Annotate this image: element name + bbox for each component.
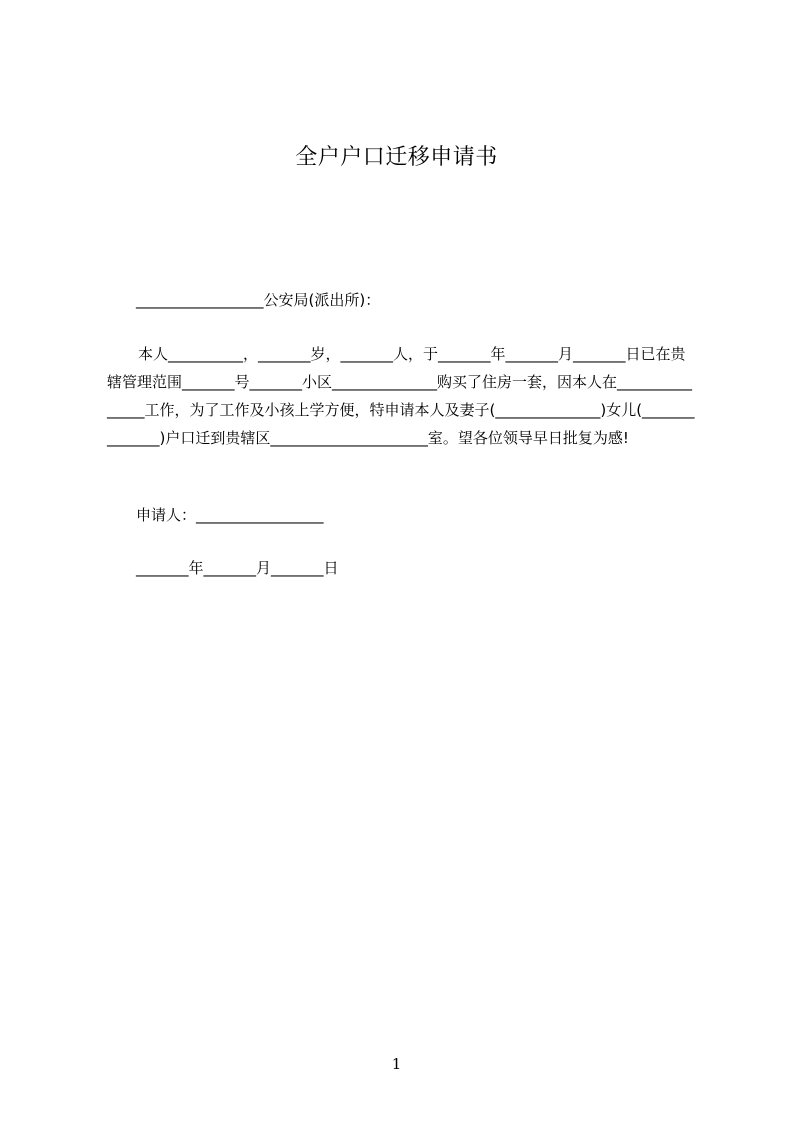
applicant-signature-line: 申请人：_________________ xyxy=(136,506,324,524)
page-number: 1 xyxy=(391,1055,402,1073)
addressee-line: _________________公安局(派出所)： xyxy=(136,291,381,309)
document-title: 全户户口迁移申请书 xyxy=(295,145,498,170)
date-line: _______年_______月_______日 xyxy=(136,559,339,577)
body-paragraph: 本人__________，_______岁，_______人，于_______年_______月_______日已在贵辖管理范围_______号_______小区______________购买了住房一套，因本人在_______________工作，为了工作及小孩上学方便，特申请本人及妻子(______________)女儿(______________)户口迁到贵辖区_____________________室。望各位领导早日批复为感! xyxy=(107,345,695,447)
